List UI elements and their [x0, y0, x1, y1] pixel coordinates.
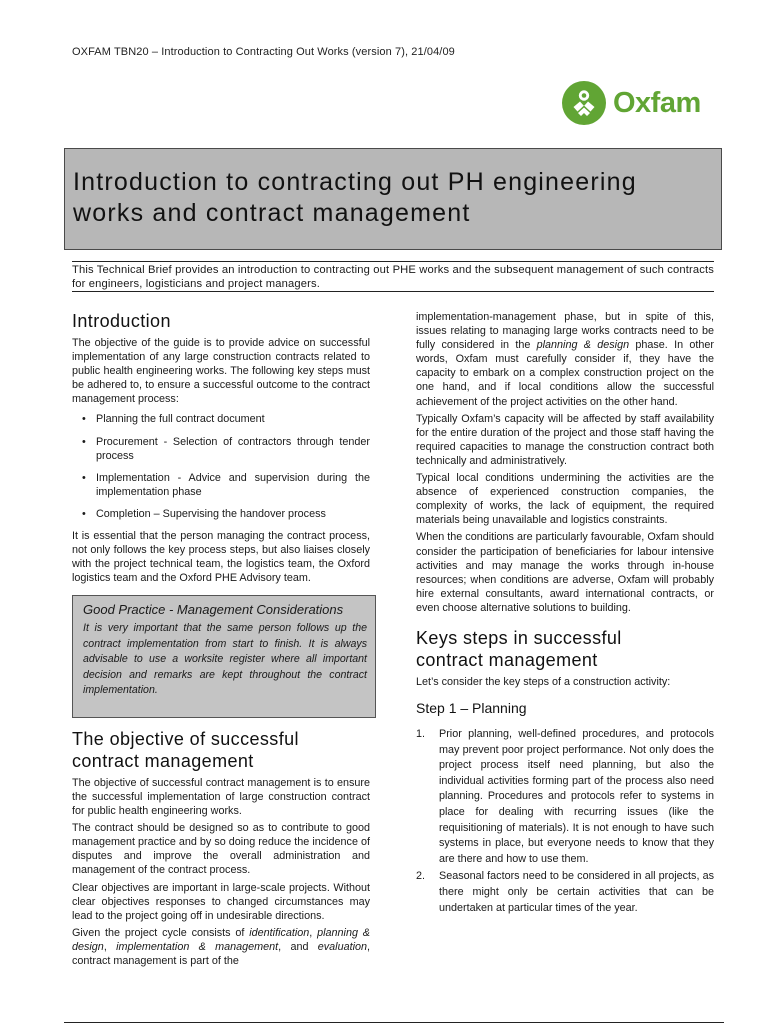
objective-heading-line-1: The objective of successful — [72, 728, 299, 749]
oxfam-figure-icon — [561, 80, 607, 126]
keys-heading-line-1: Keys steps in successful — [416, 627, 622, 648]
emphasis-run: planning & design — [72, 926, 371, 953]
list-item: • Planning the full contract document — [82, 412, 370, 426]
emphasis-run: planning & design — [536, 339, 630, 352]
right-paragraph-4: When the conditions are particularly favourable, Oxfam should consider the participation of beneficiaries for labour intensive activities and may manage the works through in-house resources; when conditions are adverse, Oxfam will probably hire external consultants, award international contracts, or even choose alternative solutions to building. — [416, 531, 714, 614]
planning-steps-list — [416, 727, 714, 916]
list-item — [416, 869, 714, 916]
document-title — [73, 167, 721, 229]
running-head: OXFAM TBN20 – Introduction to Contracting Out Works (version 7), 21/04/09 — [72, 46, 455, 58]
oxfam-logo — [561, 80, 721, 126]
good-practice-body: It is very important that the same person follows up the contract implementation from start to finish. It is always advisable to use a worksite register where all important decision and remarks are kept throughout the contract implementation. — [83, 622, 367, 697]
introduction-paragraph-2: It is essential that the person managing the contract process, not only follows the key process steps, but also liaises closely with the project technical team, the logistics team, the Oxford logistics team and the Oxford PHE Advisory team. — [72, 530, 370, 585]
summary-rule-bottom — [72, 291, 714, 292]
keys-heading-line-2: contract management — [416, 649, 598, 670]
objective-paragraph-3: Clear objectives are important in large-scale projects. Without clear objectives responses to changed circumstances may lead to the project going off in undesirable directions. — [72, 881, 370, 922]
list-item: • Implementation - Advice and supervision during the implementation phase — [82, 471, 370, 499]
text-run: Given the project cycle consists of — [72, 926, 250, 939]
left-column — [72, 310, 370, 971]
introduction-paragraph-1: The objective of the guide is to provide advice on successful implementation of any large construction contracts related to public health engineering works. The following key steps must be adhered to, to ensure a successful outcome to the contract management process: — [72, 337, 370, 406]
title-line-1: Introduction to contracting out PH engineering — [73, 168, 637, 196]
objective-heading — [72, 728, 370, 772]
right-column — [416, 310, 714, 918]
text-run: , — [103, 940, 117, 953]
good-practice-title: Good Practice - Management Considerations — [83, 602, 344, 618]
list-item: • Completion – Supervising the handover process — [82, 507, 370, 521]
objective-paragraph-1: The objective of successful contract management is to ensure the successful implementation of large construction contract for public health engineering works. — [72, 776, 370, 818]
right-paragraph-2: Typically Oxfam’s capacity will be affected by staff availability for the entire duration of the project and those staff having the required capacities to manage the construction contract both technically and administratively. — [416, 412, 714, 467]
summary-rule-top — [72, 261, 714, 262]
list-item-text: Prior planning, well-defined procedures, and protocols may prevent poor project performance. Not only does the project process itself need planning, but also the individual activities forming part of the process also need planning. Procedures and protocols refer to systems in place for dealing with recurring issues (like the requisitioning of materials). It is not enough to have such systems in place, but everyone needs to know that they are there and how to use them. — [439, 728, 714, 865]
title-box — [64, 148, 722, 250]
introduction-heading: Introduction — [72, 311, 171, 331]
keys-steps-heading — [416, 627, 714, 671]
right-paragraph-3: Typical local conditions undermining the activities are the absence of experienced construction companies, the complexity of works, the lack of equipment, the required materials being unavailable and logistics constraints. — [416, 472, 714, 527]
text-run: phase. In other words, Oxfam must carefully consider if, they have the capacity to embark on a complex construction project on the one hand, and if local conditions allow the successful achievement of the project activities on the other hand. — [416, 339, 715, 408]
objective-heading-line-2: contract management — [72, 750, 254, 771]
key-steps-list — [82, 412, 370, 521]
text-run: , contract management is part of the — [72, 940, 370, 968]
summary-text: This Technical Brief provides an introduction to contracting out PHE works and the subsequent management of such contracts for engineers, logisticians and project managers. — [72, 264, 714, 290]
objective-paragraph-4 — [72, 926, 370, 968]
text-run: implementation-management phase, but in spite of this, issues relating to managing large works contracts need to be fully considered in the — [416, 311, 714, 352]
text-run: , — [309, 926, 318, 939]
emphasis-run: identification — [249, 926, 310, 939]
list-item-text: Seasonal factors need to be considered in all projects, as there might only be certain activities that can be undertaken at particular times of the year. — [439, 870, 714, 914]
list-item-number: 1. — [416, 728, 426, 741]
emphasis-run: evaluation — [317, 940, 367, 953]
list-item: • Procurement - Selection of contractors through tender process — [82, 435, 370, 463]
text-run: , and — [278, 940, 318, 953]
step-1-heading: Step 1 – Planning — [416, 700, 527, 717]
list-item — [416, 727, 714, 867]
keys-steps-intro: Let’s consider the key steps of a construction activity: — [416, 675, 671, 688]
emphasis-run: implementation & management — [116, 940, 279, 953]
list-item-number: 2. — [416, 870, 426, 883]
oxfam-wordmark: Oxfam — [613, 86, 701, 119]
objective-paragraph-2: The contract should be designed so as to contribute to good management practice and by so doing reduce the incidence of disputes and improve the overall administration and management of the contract process. — [72, 822, 370, 877]
right-paragraph-1 — [416, 310, 714, 409]
footer-rule — [64, 1022, 724, 1023]
title-line-2: works and contract management — [73, 199, 471, 227]
good-practice-box — [72, 595, 376, 718]
